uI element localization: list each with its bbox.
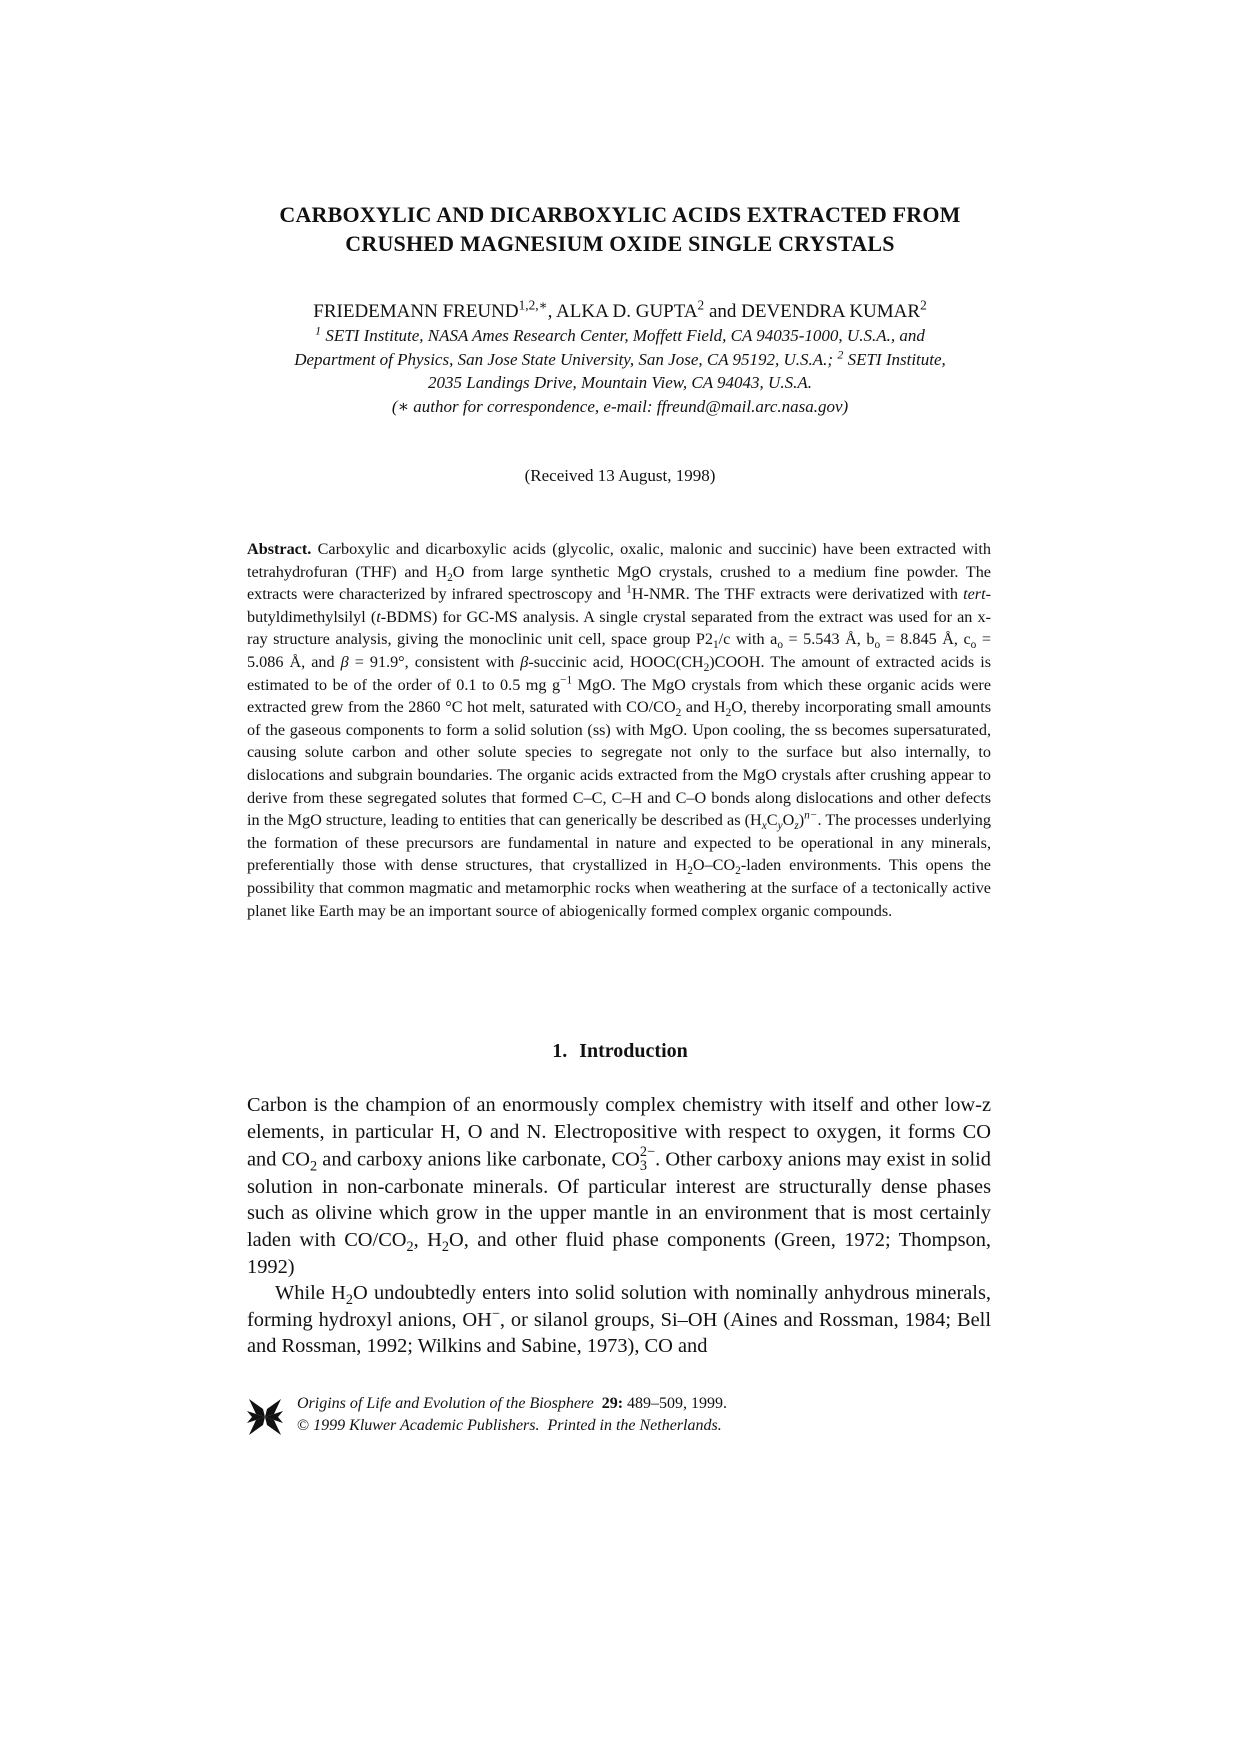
abstract-text: -butyldimethylsilyl (: [247, 585, 991, 626]
abstract-italic: β: [340, 652, 349, 671]
affil-mark: 1: [315, 323, 322, 338]
affiliation-line: [0, 348, 1240, 372]
paper-title: [0, 200, 1240, 258]
paragraph: [247, 1092, 991, 1280]
affiliations: [0, 324, 1240, 418]
abstract-text: = 91.9°, consistent with: [348, 652, 521, 671]
affil-mark: 2: [837, 346, 844, 361]
affil-text: SETI Institute, NASA Ames Research Center, Moffett Field, CA 94035-1000, U.S.A., and: [321, 326, 925, 345]
subscript: 2: [735, 865, 741, 878]
abstract: [247, 538, 991, 922]
affiliation-line: 2035 Landings Drive, Mountain View, CA 94043, U.S.A.: [428, 373, 812, 392]
superscript: 1: [626, 583, 632, 596]
affil-text: SETI Institute,: [843, 349, 946, 369]
abstract-italic: β: [520, 652, 529, 671]
section-title: Introduction: [579, 1040, 688, 1062]
abstract-text: C: [766, 811, 778, 830]
copyright-symbol: ©: [297, 1417, 310, 1434]
author-name: , ALKA D. GUPTA: [547, 301, 698, 322]
author-affil-mark: 1,2,∗: [518, 297, 548, 313]
abstract-text: O–CO: [692, 856, 736, 875]
copyright-line: [297, 1415, 727, 1437]
body-run: and carboxy anions like carbonate, CO: [317, 1148, 640, 1171]
subscript: 1: [713, 639, 719, 652]
charge-stack: [640, 1145, 655, 1174]
subscript: 3: [639, 1158, 648, 1175]
received-date: (Received 13 August, 1998): [524, 466, 716, 485]
body-run: O undoubtedly enters into solid solution with nominally anhydrous minerals, forming hydroxyl anions, OH: [247, 1282, 991, 1331]
title-line-1: CARBOXYLIC AND DICARBOXYLIC ACIDS EXTRACTED FROM: [279, 202, 961, 227]
body-run: , H: [413, 1228, 442, 1251]
abstract-text: -laden environments. This opens the possibility that common magmatic and metamorphic rocks when weathering at the surface of a tectonically active planet like Earth may be an important source of abiogenically formed complex organic compounds.: [247, 856, 991, 920]
abstract-text: Carboxylic and dicarboxylic acids (glycolic, oxalic, malonic and succinic) have been extracted with tetrahydrofuran (THF) and H: [247, 540, 991, 581]
abstract-label: Abstract.: [247, 540, 312, 558]
affil-text: Department of Physics, San Jose State University, San Jose, CA 95192, U.S.A.;: [294, 349, 838, 369]
publisher: 1999 Kluwer Academic Publishers.: [309, 1417, 540, 1434]
subscript: 2: [725, 707, 732, 720]
abstract-text: -succinic acid, HOOC(CH: [528, 652, 704, 671]
section-heading: [0, 1040, 1240, 1063]
abstract-text: O from large synthetic MgO crystals, crushed to a medium fine powder. The extracts were characterized by infrared spectroscopy and: [247, 562, 991, 604]
abstract-text: O: [782, 811, 795, 830]
body-run: . Other carboxy anions may exist in solid solution in non-carbonate minerals. Of particular interest are structurally dense phases such as olivine which grow in the upper mantle in an environment that is most certainly laden with CO/CO: [247, 1148, 991, 1251]
abstract-italic: z: [794, 820, 799, 833]
abstract-text: )COOH. The amount of extracted acids is estimated to be of the order of 0.1 to 0.5 mg g: [247, 652, 991, 694]
abstract-text: = 5.543 Å, b: [783, 630, 875, 649]
footer-text: [297, 1393, 727, 1437]
abstract-text: . The processes underlying the formation of these precursors are fundamental in nature and expected to be operational in any minerals, preferentially those with dense structures, that crystallized in H: [247, 811, 991, 875]
body-run: While H: [275, 1282, 346, 1305]
abstract-text: and H: [681, 698, 726, 717]
subscript: 2: [309, 1158, 318, 1175]
body-run: , or silanol groups, Si–OH (Aines and Rossman, 1984; Bell and Rossman, 1992; Wilkins and Sabine, 1973), CO and: [247, 1308, 991, 1358]
abstract-text: MgO. The MgO crystals from which these organic acids were extracted grew from the 2860 °C hot melt, saturated with CO/CO: [247, 675, 992, 717]
subscript: o: [777, 639, 784, 652]
abstract-text: = 8.845 Å, c: [880, 630, 971, 649]
kluwer-logo-icon: [247, 1397, 283, 1437]
affiliation-line: [0, 324, 1240, 348]
journal-volume: 29:: [601, 1395, 624, 1412]
abstract-italic: t: [376, 607, 381, 626]
abstract-text: O, thereby incorporating small amounts of the gaseous components to form a solid solution (ss) with MgO. Upon cooling, the ss becomes supersaturated, causing solute carbon and other solute species to segregate not only to the surface but also internally, to dislocations and subgrain boundaries. The organic acids extracted from the MgO crystals after crushing appear to derive from these segregated solutes that formed C–C, C–H and C–O bonds along dislocations and other defects in the MgO structure, leading to entities that can generically be described as (H: [247, 698, 991, 830]
abstract-italic: tert: [963, 585, 986, 604]
author-list: [0, 297, 1240, 324]
body-run: O, and other fluid phase components (Green, 1972; Thompson, 1992): [247, 1228, 991, 1278]
abstract-text: ): [798, 811, 805, 830]
journal-name: Origins of Life and Evolution of the Biosphere: [297, 1395, 594, 1412]
abstract-italic: y: [777, 820, 783, 833]
author-affil-mark: 2: [697, 297, 705, 313]
superscript: −1: [560, 674, 573, 687]
subscript: 2: [687, 865, 693, 878]
printed-note: Printed in the Netherlands.: [543, 1417, 722, 1434]
section-number: 1.: [552, 1040, 568, 1062]
subscript: o: [970, 639, 977, 652]
body-run: Carbon is the champion of an enormously complex chemistry with itself and other low-z elements, in particular H, O and N. Electropositive with respect to oxygen, it forms CO and CO: [247, 1094, 991, 1171]
author-name: FRIEDEMANN FREUND: [313, 301, 519, 322]
superscript: 2−: [639, 1144, 656, 1161]
superscript: −: [491, 1305, 500, 1322]
journal-footer: [247, 1393, 991, 1443]
subscript: 2: [447, 571, 453, 584]
abstract-text: = 5.086 Å, and: [247, 630, 991, 671]
subscript: 2: [345, 1292, 353, 1309]
author-affil-mark: 2: [920, 297, 927, 313]
subscript: 2: [441, 1239, 450, 1256]
superscript: n−: [804, 809, 818, 822]
subscript: 2: [675, 707, 682, 720]
abstract-italic: x: [761, 820, 767, 833]
author-name: and DEVENDRA KUMAR: [704, 301, 921, 322]
abstract-text: -BDMS) for GC-MS analysis. A single crystal separated from the extract was used for an x-ray structure analysis, giving the monoclinic unit cell, space group P2: [247, 607, 991, 649]
subscript: 2: [703, 662, 710, 675]
abstract-text: H-NMR. The THF extracts were derivatized with: [631, 585, 964, 604]
body-text: [247, 1092, 991, 1360]
journal-pages: 489–509, 1999.: [623, 1395, 728, 1412]
citation-line: [297, 1393, 727, 1415]
subscript: o: [874, 639, 881, 652]
title-line-2: CRUSHED MAGNESIUM OXIDE SINGLE CRYSTALS: [345, 231, 895, 256]
subscript: 2: [406, 1239, 414, 1256]
correspondence-line: (∗ author for correspondence, e-mail: ffreund@mail.arc.nasa.gov): [391, 396, 849, 416]
paragraph: [247, 1280, 991, 1360]
abstract-text: /c with a: [718, 630, 778, 649]
